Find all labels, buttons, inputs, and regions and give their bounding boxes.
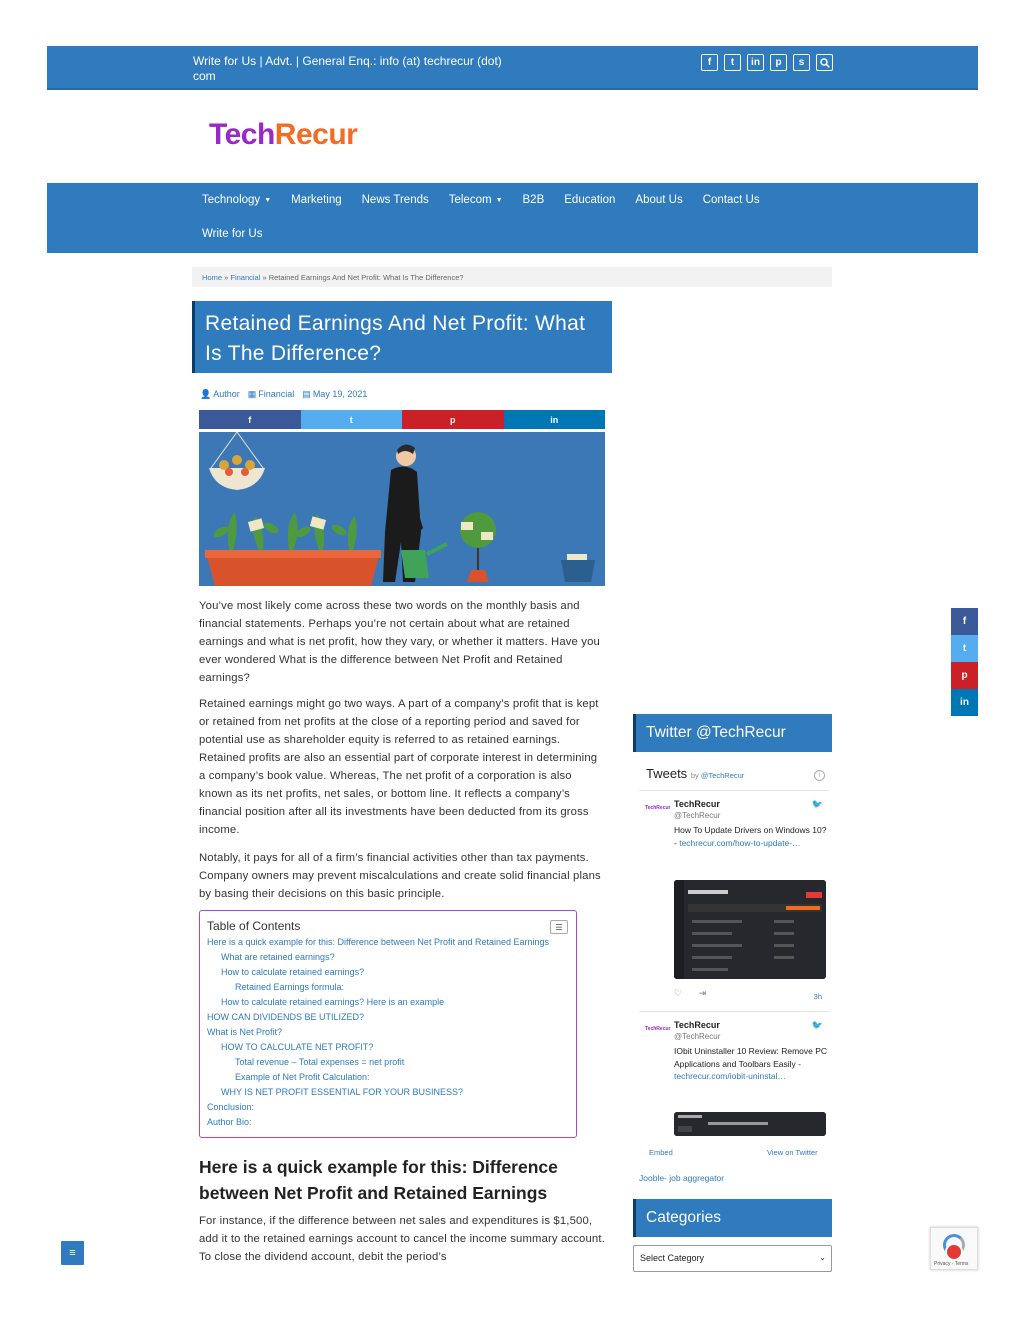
date-text: May 19, 2021 [312, 389, 368, 399]
nav-label: Marketing [291, 194, 342, 206]
facebook-icon: f [248, 414, 252, 425]
caret-down-icon: ▼ [264, 196, 272, 204]
user-icon: 👤 [200, 389, 212, 399]
toc-item[interactable]: Total revenue – Total expenses = net profit [235, 1057, 405, 1067]
linkedin-icon[interactable]: in [747, 54, 764, 71]
nav-label: B2B [522, 194, 545, 206]
share-linkedin-button[interactable] [504, 410, 606, 429]
recaptcha-terms[interactable]: Privacy - Terms [934, 1261, 969, 1267]
embed-link[interactable]: Embed [649, 1148, 673, 1157]
nav-label: Telecom [448, 194, 492, 206]
pinterest-icon: p [450, 414, 456, 425]
toc-item[interactable]: Conclusion: [207, 1102, 255, 1112]
twitter-bird-icon: 🐦 [811, 1020, 823, 1030]
toc-title: Table of Contents [207, 919, 301, 933]
author-link[interactable] [200, 389, 240, 400]
article-paragraph: Notably, it pays for all of a firm’s financial activities other than tax payments. Company owners may prevent miscalculations and create solid financial plans by basing their decisions on this basic principle. [199, 852, 601, 900]
tweets-label: Tweets [646, 766, 688, 781]
article-title: Retained Earnings And Net Profit: What Is The Difference? [205, 312, 586, 365]
toc-item[interactable]: Here is a quick example for this: Difference between Net Profit and Retained Earnings [207, 937, 550, 947]
twitter-bird-icon: 🐦 [811, 799, 823, 809]
breadcrumb [192, 267, 832, 287]
author-name: Author [213, 389, 240, 399]
twitter-timeline [639, 762, 829, 1162]
like-heart-icon[interactable]: ♡ [674, 988, 683, 998]
by-label: by [690, 771, 699, 780]
article-paragraph: Retained earnings might go two ways. A part of a company’s profit that is kept or retained from net profits at the close of a reporting period and saved for potential use as shareholder equity is referred to as retained earnings. Retained profits are also an essential part of corporate interest in determining a company’s book value. Whereas, The net profit of a corporation is also known as its net profits, net sales, or bottom line. It reflects a company’s financial position after all its investments have been deducted from its gross income. [199, 698, 599, 836]
tweet-image[interactable] [674, 880, 826, 979]
nav-item-technology[interactable] [202, 193, 281, 207]
float-share-facebook[interactable] [951, 608, 978, 635]
tweet-link[interactable]: techrecur.com/iobit-uninstal… [674, 1071, 786, 1081]
avatar: TechRecur [645, 805, 671, 811]
tweets-header [646, 766, 744, 781]
tweet-image[interactable] [674, 1112, 826, 1136]
tweet-author: TechRecur [674, 1020, 720, 1030]
nav-label: About Us [635, 194, 683, 206]
search-icon[interactable] [816, 54, 833, 71]
menu-toggle-button[interactable] [61, 1241, 84, 1265]
categories-widget-title: Categories [633, 1199, 832, 1237]
section-heading: Here is a quick example for this: Difference between Net Profit and Retained Earnings [199, 1157, 558, 1203]
caret-down-icon: ▼ [495, 196, 503, 204]
breadcrumb-home[interactable]: Home [202, 273, 223, 282]
breadcrumb-separator: » [260, 273, 269, 282]
tweet[interactable] [639, 790, 829, 880]
post-date [302, 389, 367, 400]
pinterest-icon: p [961, 670, 968, 681]
jooble-link[interactable]: Jooble- job aggregator [639, 1173, 725, 1183]
featured-image [199, 432, 605, 586]
tweet-handle: @TechRecur [674, 1032, 721, 1041]
category-name: Financial [258, 389, 295, 399]
chevron-down-icon: ⌄ [819, 1253, 826, 1262]
tweet-text [674, 824, 829, 849]
nav-item-news-trends[interactable] [362, 193, 439, 207]
nav-label: Education [564, 194, 616, 206]
pinterest-icon[interactable]: p [770, 54, 787, 71]
share-facebook-button[interactable] [199, 410, 301, 429]
toc-item[interactable]: How to calculate retained earnings? Here is an example [221, 997, 445, 1007]
share-bar [199, 410, 605, 429]
nav-item-telecom[interactable] [449, 193, 513, 207]
toc-list [207, 935, 569, 1130]
logo-part-1: Tech [209, 118, 275, 151]
toc-item[interactable]: Example of Net Profit Calculation: [235, 1072, 370, 1082]
article-paragraph: You’ve most likely come across these two words on the monthly basis and financial statements. Perhaps you’re not certain about what are retained earnings and what is net profit, how they vary, or whether it matters. Have you ever wondered What is the difference between Net Profit and Retained earnings? [199, 600, 600, 684]
hamburger-icon: ≡ [69, 1247, 76, 1259]
linkedin-icon: in [550, 414, 559, 425]
twitter-icon: t [349, 414, 353, 425]
toc-item[interactable]: Retained Earnings formula: [235, 982, 345, 992]
recaptcha-badge[interactable] [930, 1227, 978, 1270]
nav-item-marketing[interactable] [291, 193, 352, 207]
notification-badge-icon [945, 1243, 963, 1261]
share-arrow-icon[interactable]: ⇥ [698, 988, 707, 998]
tweet-author: TechRecur [674, 799, 720, 809]
site-logo[interactable] [209, 118, 357, 152]
tweet-link[interactable]: techrecur.com/how-to-update-… [679, 837, 801, 848]
grid-icon: ▦ [247, 389, 257, 399]
breadcrumb-category[interactable]: Financial [230, 273, 261, 282]
article-title-box [192, 301, 612, 373]
facebook-icon[interactable]: f [701, 54, 718, 71]
floating-share-bar [951, 608, 978, 716]
float-share-linkedin[interactable] [951, 689, 978, 716]
nav-item-b2b[interactable] [523, 193, 555, 207]
calendar-icon: ▤ [302, 389, 311, 399]
nav-item-write-for-us[interactable]: Write for Us [202, 228, 263, 240]
toc-item[interactable]: WHY IS NET PROFIT ESSENTIAL FOR YOUR BUSINESS? [221, 1087, 464, 1097]
nav-item-education[interactable] [564, 193, 625, 207]
twitter-icon: t [962, 643, 967, 654]
nav-item-contact-us[interactable] [703, 193, 770, 207]
article-meta [200, 389, 367, 400]
logo-part-2: Recur [274, 118, 358, 151]
facebook-icon: f [962, 616, 967, 627]
twitter-widget-title: Twitter @TechRecur [633, 714, 832, 752]
share-pinterest-button[interactable] [402, 410, 504, 429]
tweet-text [674, 1045, 829, 1083]
toc-item[interactable]: What are retained earnings? [221, 952, 335, 962]
tweet-body: IObit Uninstaller 10 Review: Remove PC Applications and Toolbars Easily - [674, 1046, 828, 1069]
float-share-twitter[interactable] [951, 635, 978, 662]
nav-label: Contact Us [702, 194, 760, 206]
breadcrumb-current: Retained Earnings And Net Profit: What Is The Difference? [268, 273, 464, 282]
nav-label: News Trends [361, 194, 429, 206]
avatar: TechRecur [645, 1026, 671, 1032]
twitter-icon[interactable]: t [724, 54, 741, 71]
float-share-pinterest[interactable] [951, 662, 978, 689]
info-icon[interactable]: i [814, 770, 825, 781]
share-twitter-button[interactable] [301, 410, 403, 429]
breadcrumb-separator: » [222, 273, 231, 282]
view-on-twitter-link[interactable]: View on Twitter [767, 1148, 818, 1157]
twitter-handle-link[interactable]: @TechRecur [700, 771, 745, 780]
tweet-handle: @TechRecur [674, 811, 721, 820]
toc-toggle-button[interactable] [550, 920, 568, 934]
table-of-contents [199, 910, 577, 1138]
toc-item[interactable]: How to calculate retained earnings? [221, 967, 365, 977]
nav-item-about-us[interactable] [635, 193, 692, 207]
linkedin-icon: in [960, 697, 969, 708]
tweet-body: How To Update Drivers on Windows 10? - [674, 825, 827, 848]
skype-icon[interactable]: s [793, 54, 810, 71]
toc-item[interactable]: Author Bio: [207, 1117, 252, 1127]
tweet[interactable] [639, 1011, 829, 1111]
main-nav [47, 183, 978, 253]
select-value: Select Category [640, 1253, 705, 1263]
tweet-actions [674, 988, 826, 999]
category-link[interactable] [248, 389, 295, 400]
toc-item[interactable]: What is Net Profit? [207, 1027, 283, 1037]
topbar-contact-text: Write for Us | Advt. | General Enq.: info (at) techrecur (dot) com [193, 54, 502, 83]
toc-item[interactable]: HOW TO CALCULATE NET PROFIT? [221, 1042, 374, 1052]
top-bar [47, 46, 978, 90]
nav-label: Technology [202, 194, 261, 206]
tweet-time[interactable]: 3h [813, 992, 822, 1001]
category-select[interactable] [633, 1245, 832, 1272]
topbar-social-icons [701, 54, 833, 71]
list-icon: ☰ [555, 922, 563, 932]
toc-item[interactable]: HOW CAN DIVIDENDS BE UTILIZED? [207, 1012, 365, 1022]
article-paragraph: For instance, if the difference between net sales and expenditures is $1,500, add it to the retained earnings account to cancel the income summary account. To close the dividend account, debit the period’s [199, 1215, 605, 1263]
